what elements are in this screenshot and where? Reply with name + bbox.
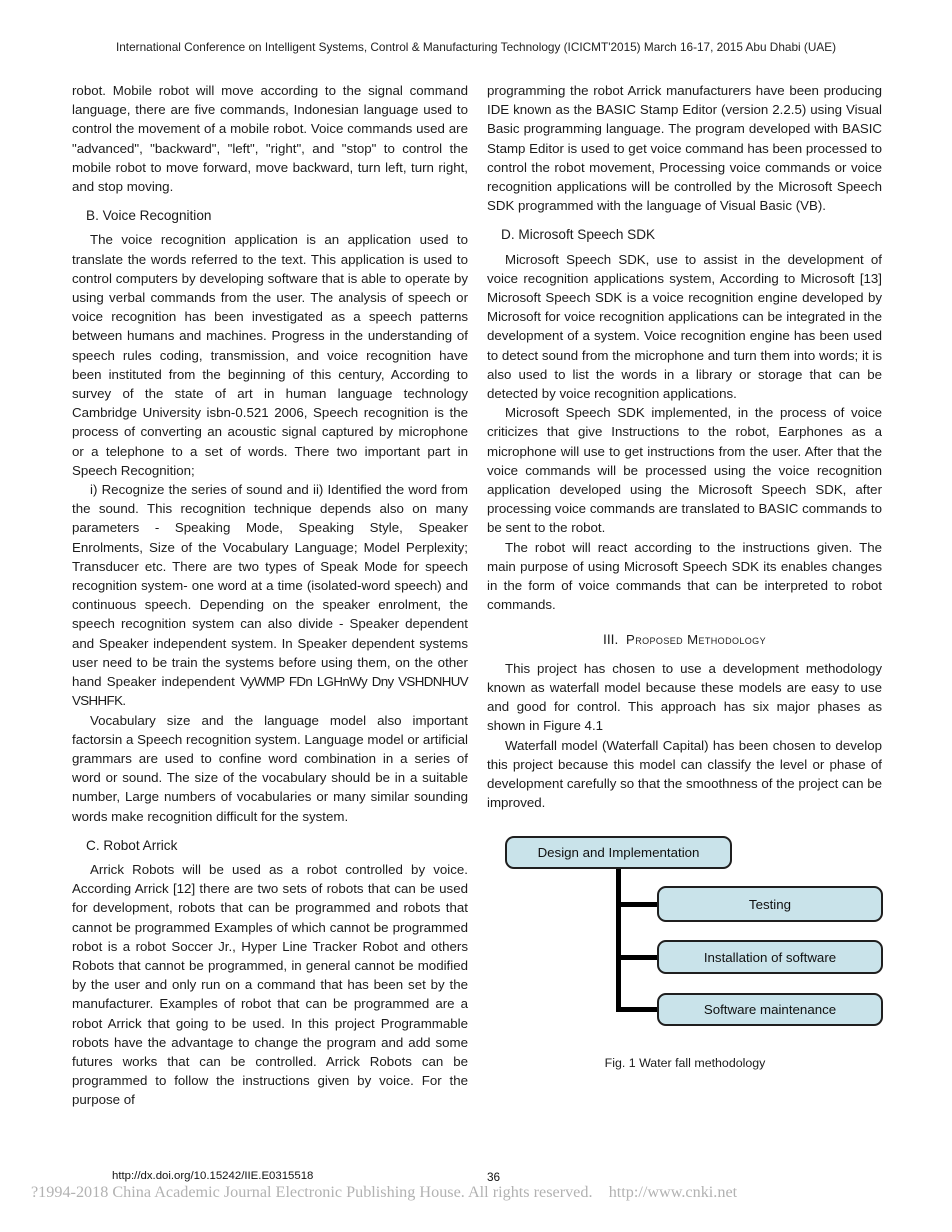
paragraph: The robot will react according to the instructions given. The main purpose of using Microsoft Speech SDK its enables changes in the form of voice commands that can be interpreted to robot commands.: [487, 539, 882, 613]
section-numeral: III.: [603, 632, 619, 648]
section-title: Proposed Methodology: [626, 632, 766, 648]
doi-link: http://dx.doi.org/10.15242/IIE.E0315518: [112, 1170, 314, 1182]
figure-connector-branch: [619, 955, 657, 960]
figure-box-design-implementation: Design and Implementation: [505, 836, 732, 869]
paragraph-text: The voice recognition application is an application used to translate the words referred to the text. This application is used to control computers by developing software that is able to operate by using verbal commands from the user. The analysis of speech or voice recognition has been investigated as a speech patterns between humans and machines. Progress in the understanding of speech rules coding, transmission, and voice recognition have been instituted from the beginning of this century, According to survey of the state of art in human language technology Cambridge University isbn-0.521 2006, Speech recognition is the process of converting an acoustic signal captured by microphone or a telephone to a set of words. There two important part in Speech Recognition;: [72, 232, 468, 478]
paragraph: Microsoft Speech SDK implemented, in the process of voice criticizes that give Instructions to the robot, Earphones as a microphone will use to get instructions from the user. After that the voice commands will be processed using the voice recognition application developed using the Microsoft Speech SDK, after processing voice commands are translated to BASIC commands to be sent to the robot.: [487, 405, 882, 536]
subsection-heading-d: D. Microsoft Speech SDK: [501, 227, 656, 243]
paragraph: [72, 230, 468, 480]
subsection-heading-b: B. Voice Recognition: [86, 208, 212, 224]
garbled-text: VyWMP FDn LGHnWy Dny VSHDNHUV VSHHFK.: [72, 674, 468, 709]
right-column: [487, 81, 882, 1078]
paragraph: [72, 480, 468, 710]
section-heading-iii: [487, 630, 882, 649]
waterfall-figure: [487, 836, 883, 1078]
figure-connector-branch: [619, 1007, 657, 1012]
running-header: International Conference on Intelligent Systems, Control & Manufacturing Technology (ICICMT'2015) March 16-17, 2015 Abu Dhabi (UAE): [115, 40, 837, 54]
paragraph: Vocabulary size and the language model also important factorsin a Speech recognition system. Language model or artificial grammars are used to confine word combination in a series of word or sound. The size of the vocabulary should be in a suitable number, Large numbers of vocabularies or many similar sounding words make recognition difficult for the system.: [72, 712, 468, 824]
paragraph: Waterfall model (Waterfall Capital) has been chosen to develop this project because this model can classify the level or phase of development carefully so that the smoothness of the project can be improved.: [487, 737, 882, 811]
paragraph: This project has chosen to use a development methodology known as waterfall model because these models are easy to use and good for control. This approach has six major phases as shown in Figure 4.1: [487, 660, 882, 734]
paragraph: programming the robot Arrick manufacturers have been producing IDE known as the BASIC Stamp Editor (version 2.2.5) using Visual Basic programming language. The program developed with BASIC Stamp Editor is used to get voice command has been processed to control the robot movement, Processing voice commands or voice recognition applications will be controlled by the Microsoft Speech SDK programmed with the language of Visual Basic (VB).: [487, 83, 882, 214]
figure-box-installation: Installation of software: [657, 940, 883, 974]
paragraph: Microsoft Speech SDK, use to assist in the development of voice recognition applications system, According to Microsoft [13] Microsoft Speech SDK is a voice recognition engine developed by Microsoft for voice recognition applications can be integrated in the development of a system. Voice recognition engine has been used to detect sound from the microphone and turn them into words; it is also used to list the words in a library or storage that can be detected by voice recognition applications.: [487, 251, 882, 402]
figure-connector-branch: [619, 902, 657, 907]
figure-caption: Fig. 1 Water fall methodology: [604, 1056, 766, 1071]
paragraph-text: i) Recognize the series of sound and ii) Identified the word from the sound. This recognition technique depends also on many parameters - Speaking Mode, Speaking Style, Speaker Enrolments, Size of the Vocabulary Language; Model Perplexity; Transducer etc. There are two types of Speak Mode for speech recognition system- one word at a time (isolated-word speech) and continuous speech. Depending on the speaker enrolment, the speech recognition system can also divide - Speaker dependent and Speaker independent system. In Speaker dependent systems user need to be train the systems before using them, on the other hand Speaker independent: [72, 482, 468, 690]
figure-connector-vertical: [616, 869, 621, 1012]
page-number: 36: [487, 1170, 501, 1184]
cnki-copyright-line: ?1994-2018 China Academic Journal Electronic Publishing House. All rights reserved. http://www.cnki.net: [31, 1183, 738, 1201]
figure-box-testing: Testing: [657, 886, 883, 922]
paragraph: Arrick Robots will be used as a robot controlled by voice. According Arrick [12] there are two sets of robots that can be used for development, robots that can be programmed and robots that cannot be programmed Examples of which cannot be programmed robot is a robot Soccer Jr., Hyper Line Tracker Robot and others Robots that cannot be programmed, in general cannot be modified by the user and only run on a command that has been set by the manufacturer. Examples of robot that can be programmed are a robot Arrick that going to be used. In this project Programmable robots have the advantage to change the program and add some futures works that can be controlled. Arrick Robots can be programmed to follow the instructions given by voice. For the purpose of: [72, 861, 468, 1108]
figure-box-maintenance: Software maintenance: [657, 993, 883, 1026]
paragraph: robot. Mobile robot will move according to the signal command language, there are five commands, Indonesian language used to control the movement of a mobile robot. Voice commands used are "advanced", "backward", "left", "right", and "stop" to control the mobile robot to move forward, move backward, turn left, turn right, and stop moving.: [72, 83, 468, 195]
subsection-heading-c: C. Robot Arrick: [86, 837, 178, 853]
left-column: [72, 81, 468, 1110]
